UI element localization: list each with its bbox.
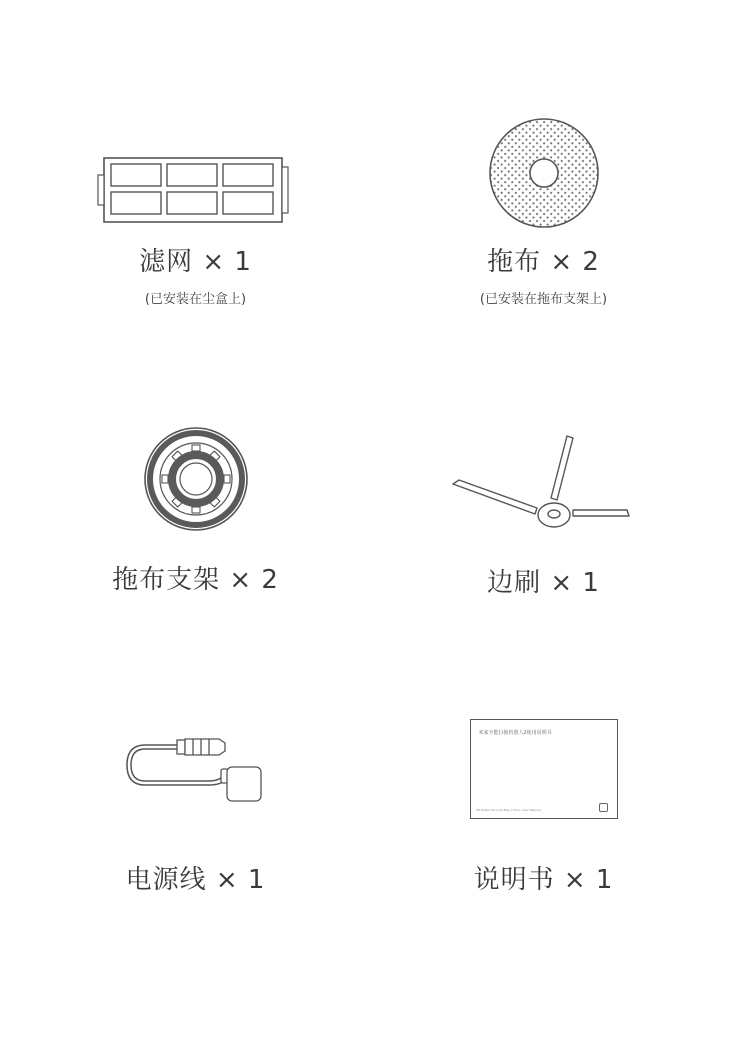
mop-holder-icon [129, 425, 263, 533]
mop-holder-item [8, 425, 383, 596]
mop-pad-icon [484, 115, 604, 233]
mop-holder-title: 拖布支架 × 2 [112, 565, 279, 595]
filter-title: 滤网 × 1 [139, 247, 252, 277]
manual-cover-title: 米家全能扫拖机器人2使用说明书 [478, 730, 552, 736]
manual-item [356, 719, 731, 896]
side-brush-icon [449, 428, 639, 532]
filter-note: (已安装在尘盒上) [144, 292, 247, 307]
power-cord-title: 电源线 × 1 [125, 865, 266, 895]
manual-footer-text: MI Robot Vacuum-Mop 2 Pro+ User Manual [476, 808, 541, 812]
power-cord-item [8, 733, 383, 896]
mop-pad-item [356, 115, 731, 307]
manual-title: 说明书 × 1 [473, 865, 614, 895]
power-cord-icon [121, 733, 271, 805]
filter-icon [96, 155, 296, 227]
side-brush-title: 边刷 × 1 [487, 568, 600, 598]
manual-icon [470, 719, 618, 819]
mi-logo-icon [599, 803, 608, 812]
filter-item [8, 155, 383, 307]
side-brush-item [356, 428, 731, 599]
mop-pad-title: 拖布 × 2 [487, 247, 600, 277]
mop-pad-note: (已安装在拖布支架上) [479, 292, 608, 307]
